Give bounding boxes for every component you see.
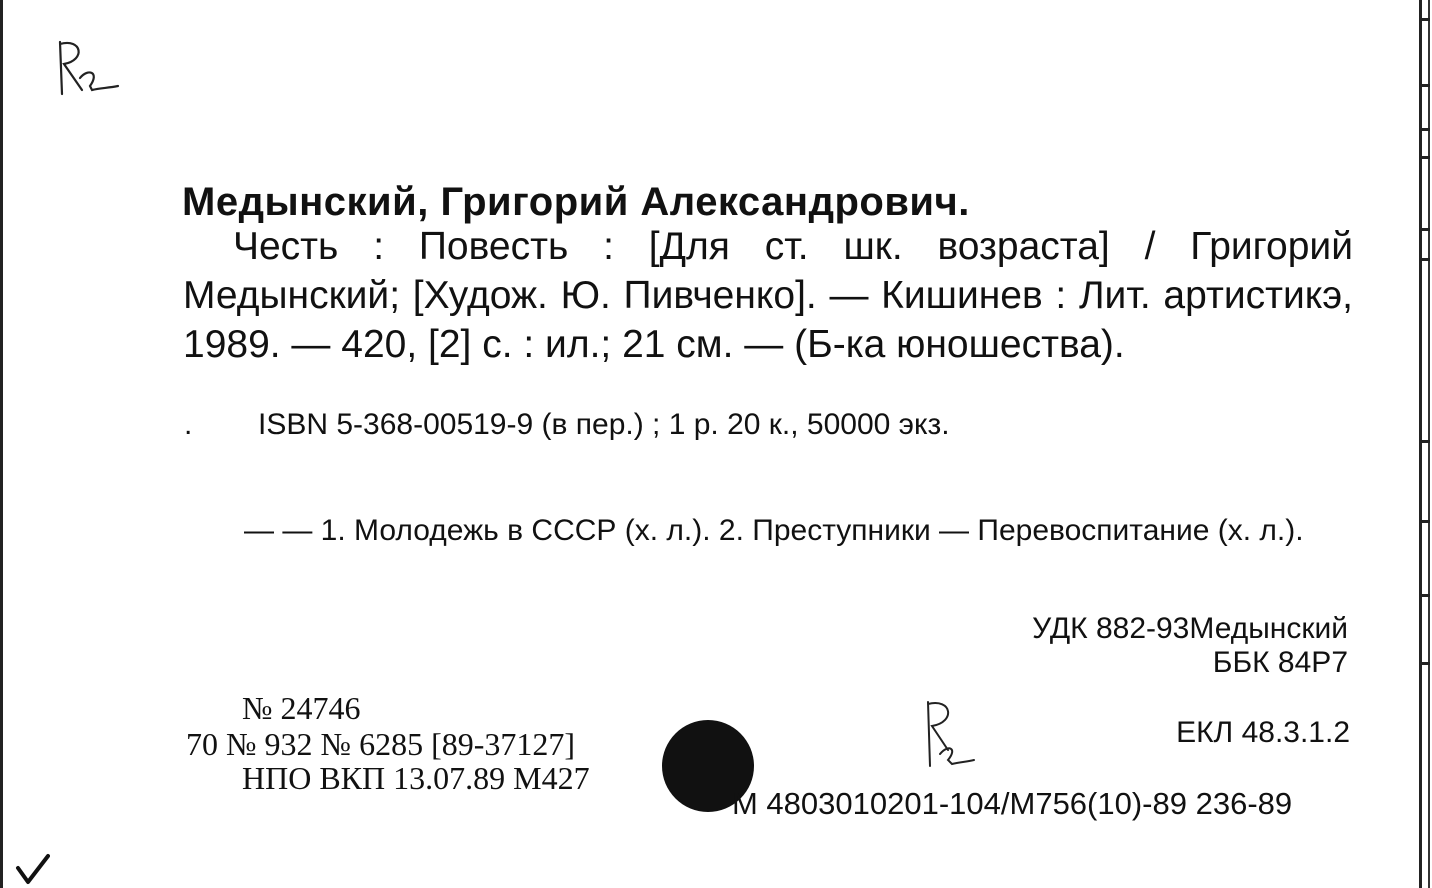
isbn-line <box>184 408 950 442</box>
card-left-edge <box>0 0 3 888</box>
order-line: 70 № 932 № 6285 [89-37127] <box>186 726 576 762</box>
edge-tick <box>1420 156 1430 159</box>
record-number: № 24746 <box>242 690 361 726</box>
checkmark-icon <box>14 852 50 886</box>
edge-tick <box>1420 258 1430 261</box>
edge-tick <box>1420 594 1430 597</box>
handwritten-r2-middle <box>918 698 978 770</box>
edge-tick <box>1420 128 1430 131</box>
bbk-classification: ББК 84Р7 <box>1212 646 1348 679</box>
card-right-edge-outer <box>1428 0 1430 888</box>
handwritten-r2-top <box>52 38 122 100</box>
edge-tick <box>1420 84 1430 87</box>
edge-tick <box>1420 228 1430 231</box>
edge-tick <box>1420 662 1430 665</box>
catalog-code: М 4803010201-104/М756(10)-89 236-89 <box>732 786 1293 821</box>
subject-headings <box>184 508 1354 554</box>
isbn-bullet: . <box>184 408 193 441</box>
description-text: Честь : Повесть : [Для ст. шк. возраста] / Григорий Медынский; [Худож. Ю. Пивченко]. — Кишинев : Лит. артистикэ, 1989. — 420, [2] с. : ил.; 21 см. — (Б-ка юношества). <box>183 225 1353 366</box>
bibliographic-description <box>183 222 1353 369</box>
author-heading: Медынский, Григорий Александрович. <box>182 180 970 224</box>
ekl-classification: ЕКЛ 48.3.1.2 <box>1176 716 1350 749</box>
publisher-line: НПО ВКП 13.07.89 М427 <box>242 760 590 796</box>
edge-tick <box>1420 520 1430 523</box>
edge-tick <box>1420 18 1430 21</box>
subjects-text: — — 1. Молодежь в СССР (х. л.). 2. Преступники — Перевоспитание (х. л.). <box>244 514 1304 547</box>
card-right-edge <box>1419 0 1422 888</box>
udk-classification: УДК 882-93Медынский <box>1032 612 1348 645</box>
isbn-text: ISBN 5-368-00519-9 (в пер.) ; 1 р. 20 к., 50000 экз. <box>258 408 950 441</box>
edge-tick <box>1420 440 1430 443</box>
